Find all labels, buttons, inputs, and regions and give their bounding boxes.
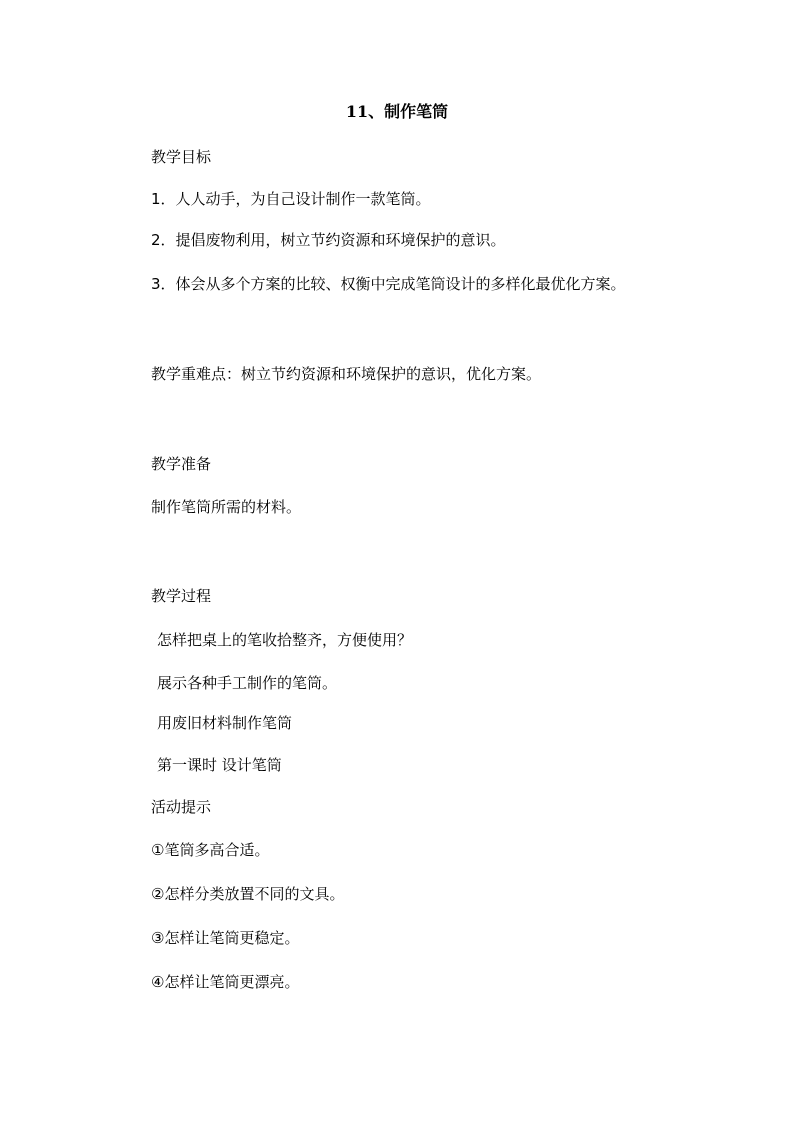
key-points: 教学重难点：树立节约资源和环境保护的意识，优化方案。 xyxy=(151,365,542,383)
goal-item-2: 2．提倡废物利用，树立节约资源和环境保护的意识。 xyxy=(151,231,506,249)
goals-heading: 教学目标 xyxy=(151,148,212,166)
preparation-heading: 教学准备 xyxy=(151,455,212,473)
page-title: 11、制作笔筒 xyxy=(345,102,449,121)
activity-heading: 活动提示 xyxy=(151,798,212,816)
activity-tip-3: ③怎样让笔筒更稳定。 xyxy=(151,929,300,947)
preparation-text: 制作笔筒所需的材料。 xyxy=(151,498,302,516)
process-step-2: 展示各种手工制作的笔筒。 xyxy=(157,674,338,692)
goal-item-3: 3．体会从多个方案的比较、权衡中完成笔筒设计的多样化最优化方案。 xyxy=(151,275,626,293)
activity-tip-2: ②怎样分类放置不同的文具。 xyxy=(151,885,345,903)
goal-item-1: 1．人人动手，为自己设计制作一款笔筒。 xyxy=(151,190,431,208)
process-step-4: 第一课时 设计笔筒 xyxy=(157,756,282,774)
activity-tip-4: ④怎样让笔筒更漂亮。 xyxy=(151,973,300,991)
process-step-1: 怎样把桌上的笔收拾整齐，方便使用？ xyxy=(157,631,413,649)
process-heading: 教学过程 xyxy=(151,587,212,605)
activity-tip-1: ①笔筒多高合适。 xyxy=(151,841,270,859)
process-step-3: 用废旧材料制作笔筒 xyxy=(157,714,293,732)
